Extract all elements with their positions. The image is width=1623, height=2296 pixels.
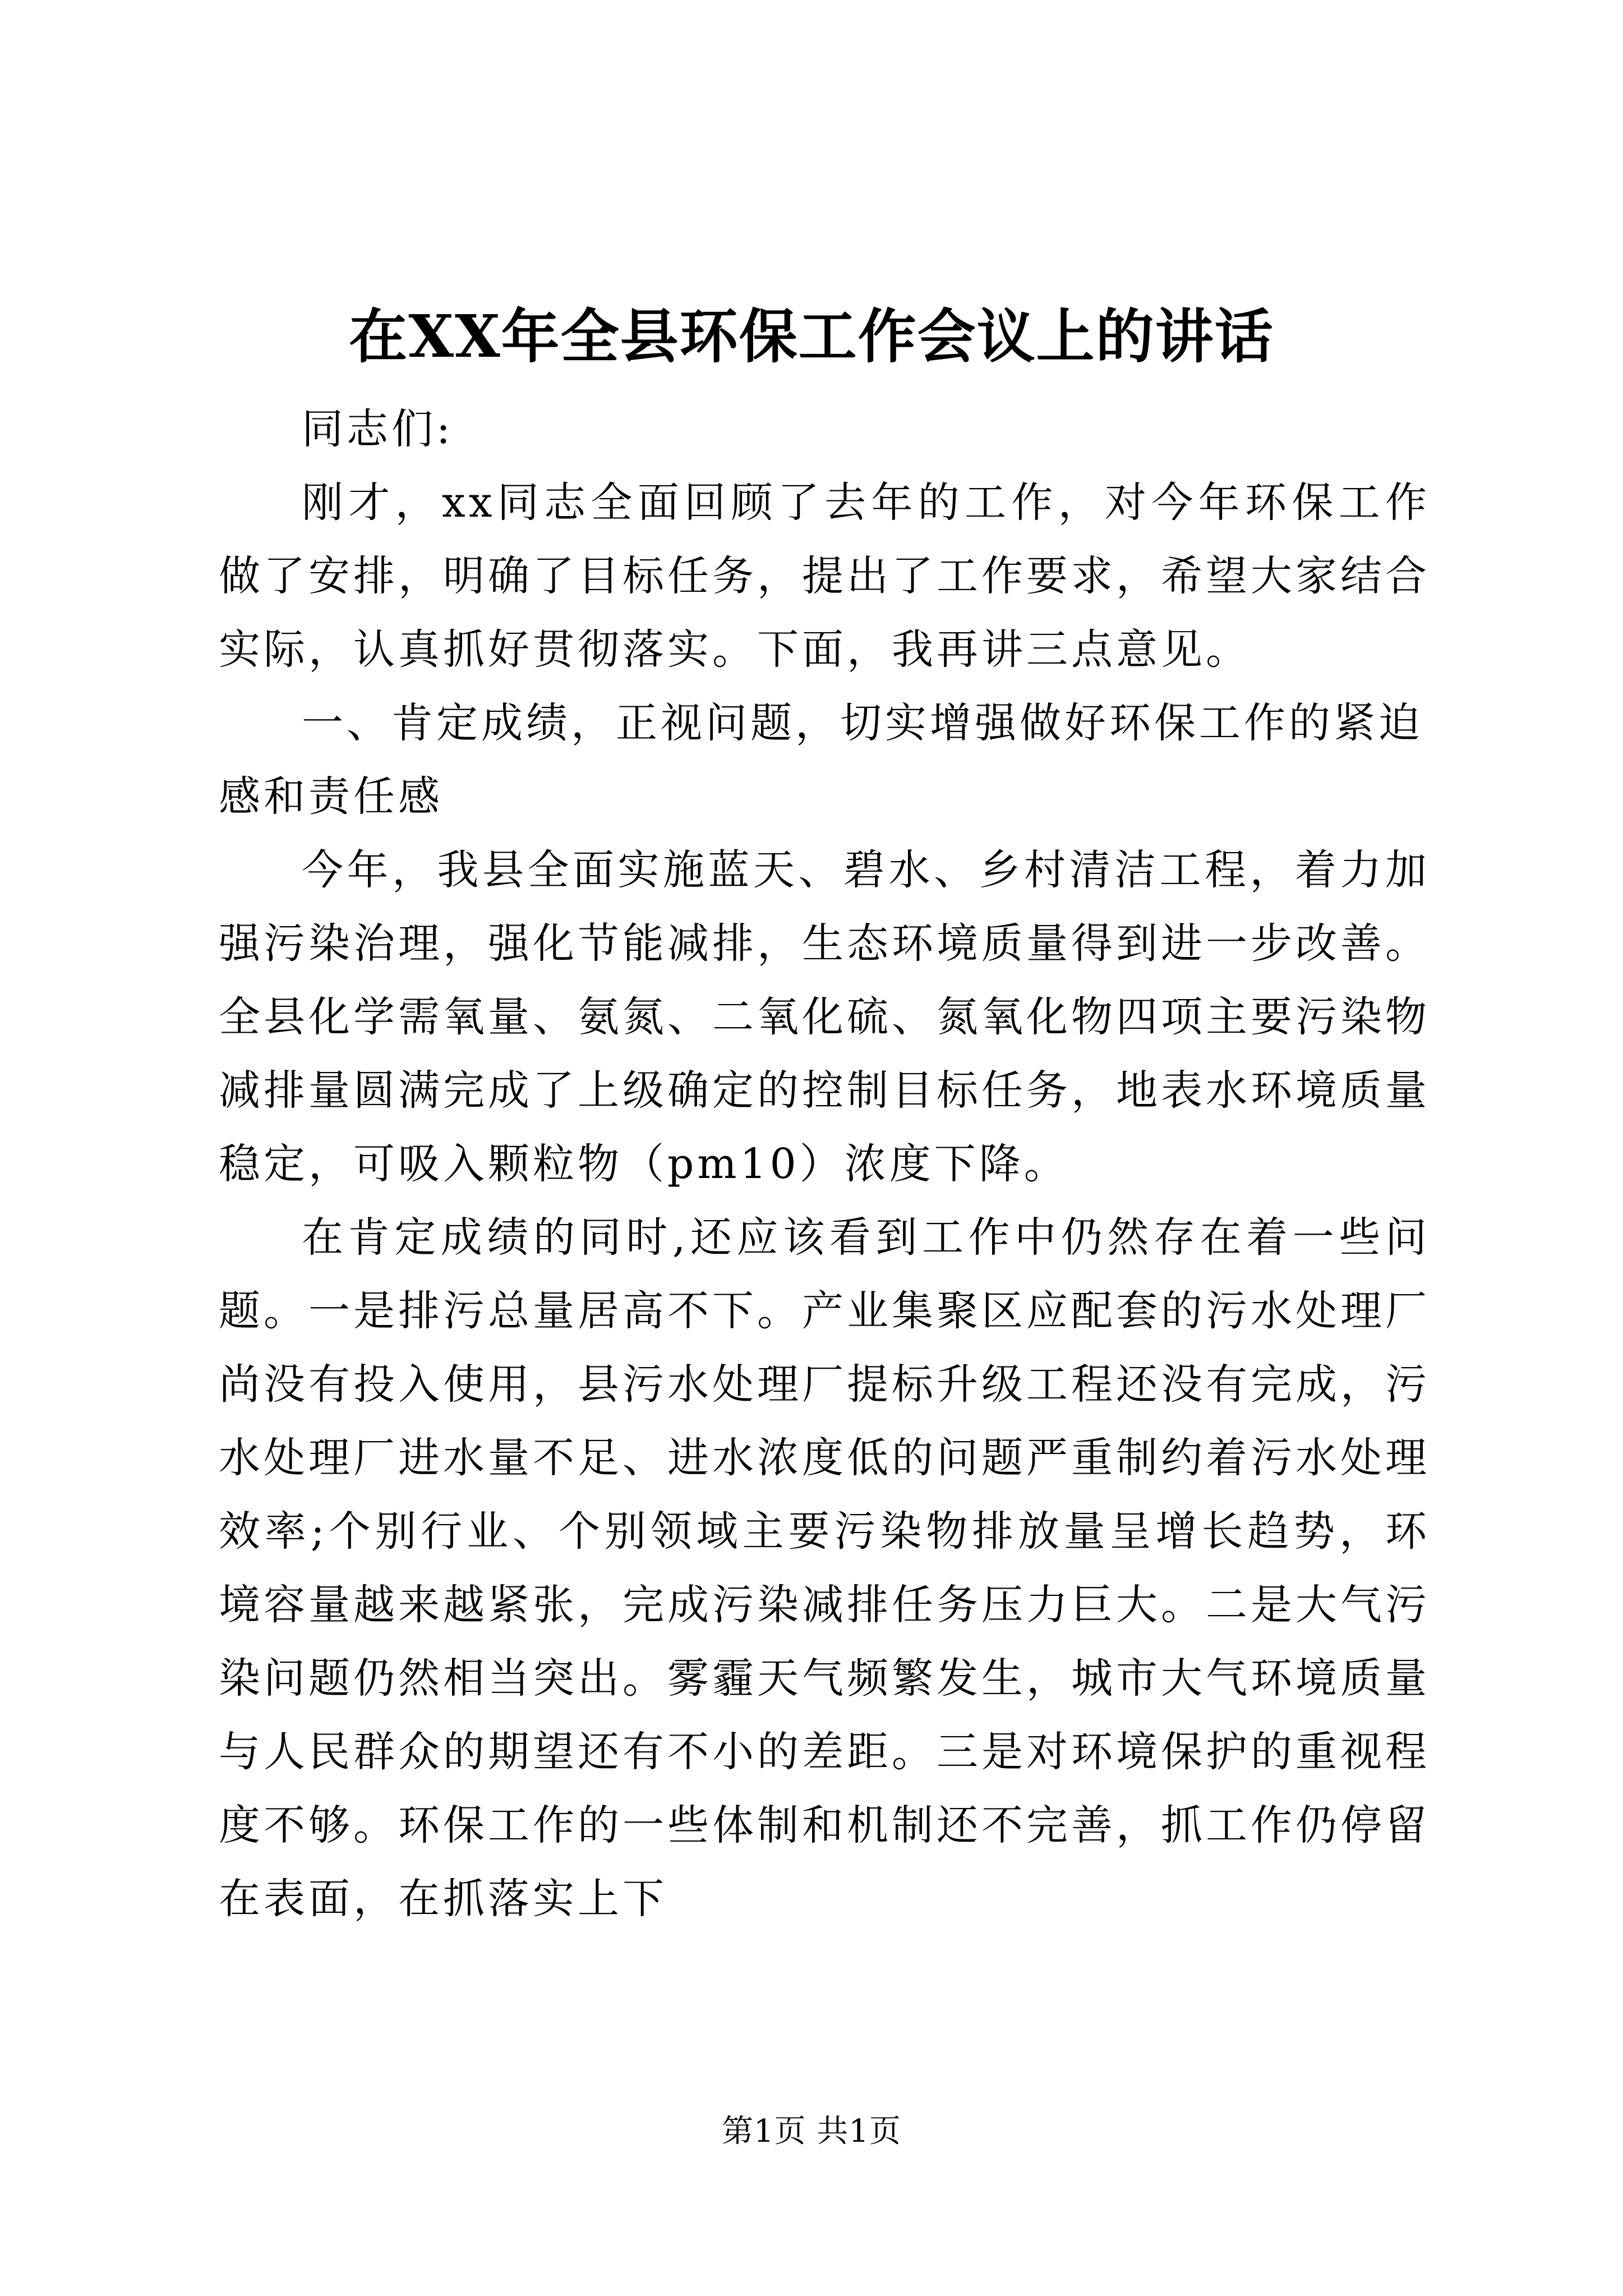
document-body (219, 393, 1430, 1936)
document-title: 在XX年全县环保工作会议上的讲话 (349, 302, 1274, 371)
intro-paragraph: 刚才，xx同志全面回顾了去年的工作，对今年环保工作做了安排，明确了目标任务，提出了工作要求，希望大家结合实际，认真抓好贯彻落实。下面，我再讲三点意见。 (219, 478, 1430, 674)
problems-paragraph: 在肯定成绩的同时,还应该看到工作中仍然存在着一些问题。一是排污总量居高不下。产业集聚区应配套的污水处理厂尚没有投入使用，县污水处理厂提标升级工程还没有完成，污水处理厂进水量不足、进水浓度低的问题严重制约着污水处理效率;个别行业、个别领域主要污染物排放量呈增长趋势，环境容量越来越紧张，完成污染减排任务压力巨大。二是大气污染问题仍然相当突出。雾霾天气频繁发生，城市大气环境质量与人民群众的期望还有不小的差距。三是对环境保护的重视程度不够。环保工作的一些体制和机制还不完善，抓工作仍停留在表面，在抓落实上下 (219, 1213, 1430, 1923)
section-heading: 一、肯定成绩，正视问题，切实增强做好环保工作的紧迫感和责任感 (219, 699, 1423, 821)
salutation-paragraph: 同志们: (302, 405, 454, 453)
page-number-footer: 第1页 共1页 (721, 2113, 902, 2150)
achievements-paragraph: 今年，我县全面实施蓝天、碧水、乡村清洁工程，着力加强污染治理，强化节能减排，生态环境质量得到进一步改善。全县化学需氧量、氨氮、二氧化硫、氮氧化物四项主要污染物减排量圆满完成了上级确定的控制目标任务，地表水环境质量稳定，可吸入颗粒物（pm10）浓度下降。 (219, 846, 1430, 1188)
